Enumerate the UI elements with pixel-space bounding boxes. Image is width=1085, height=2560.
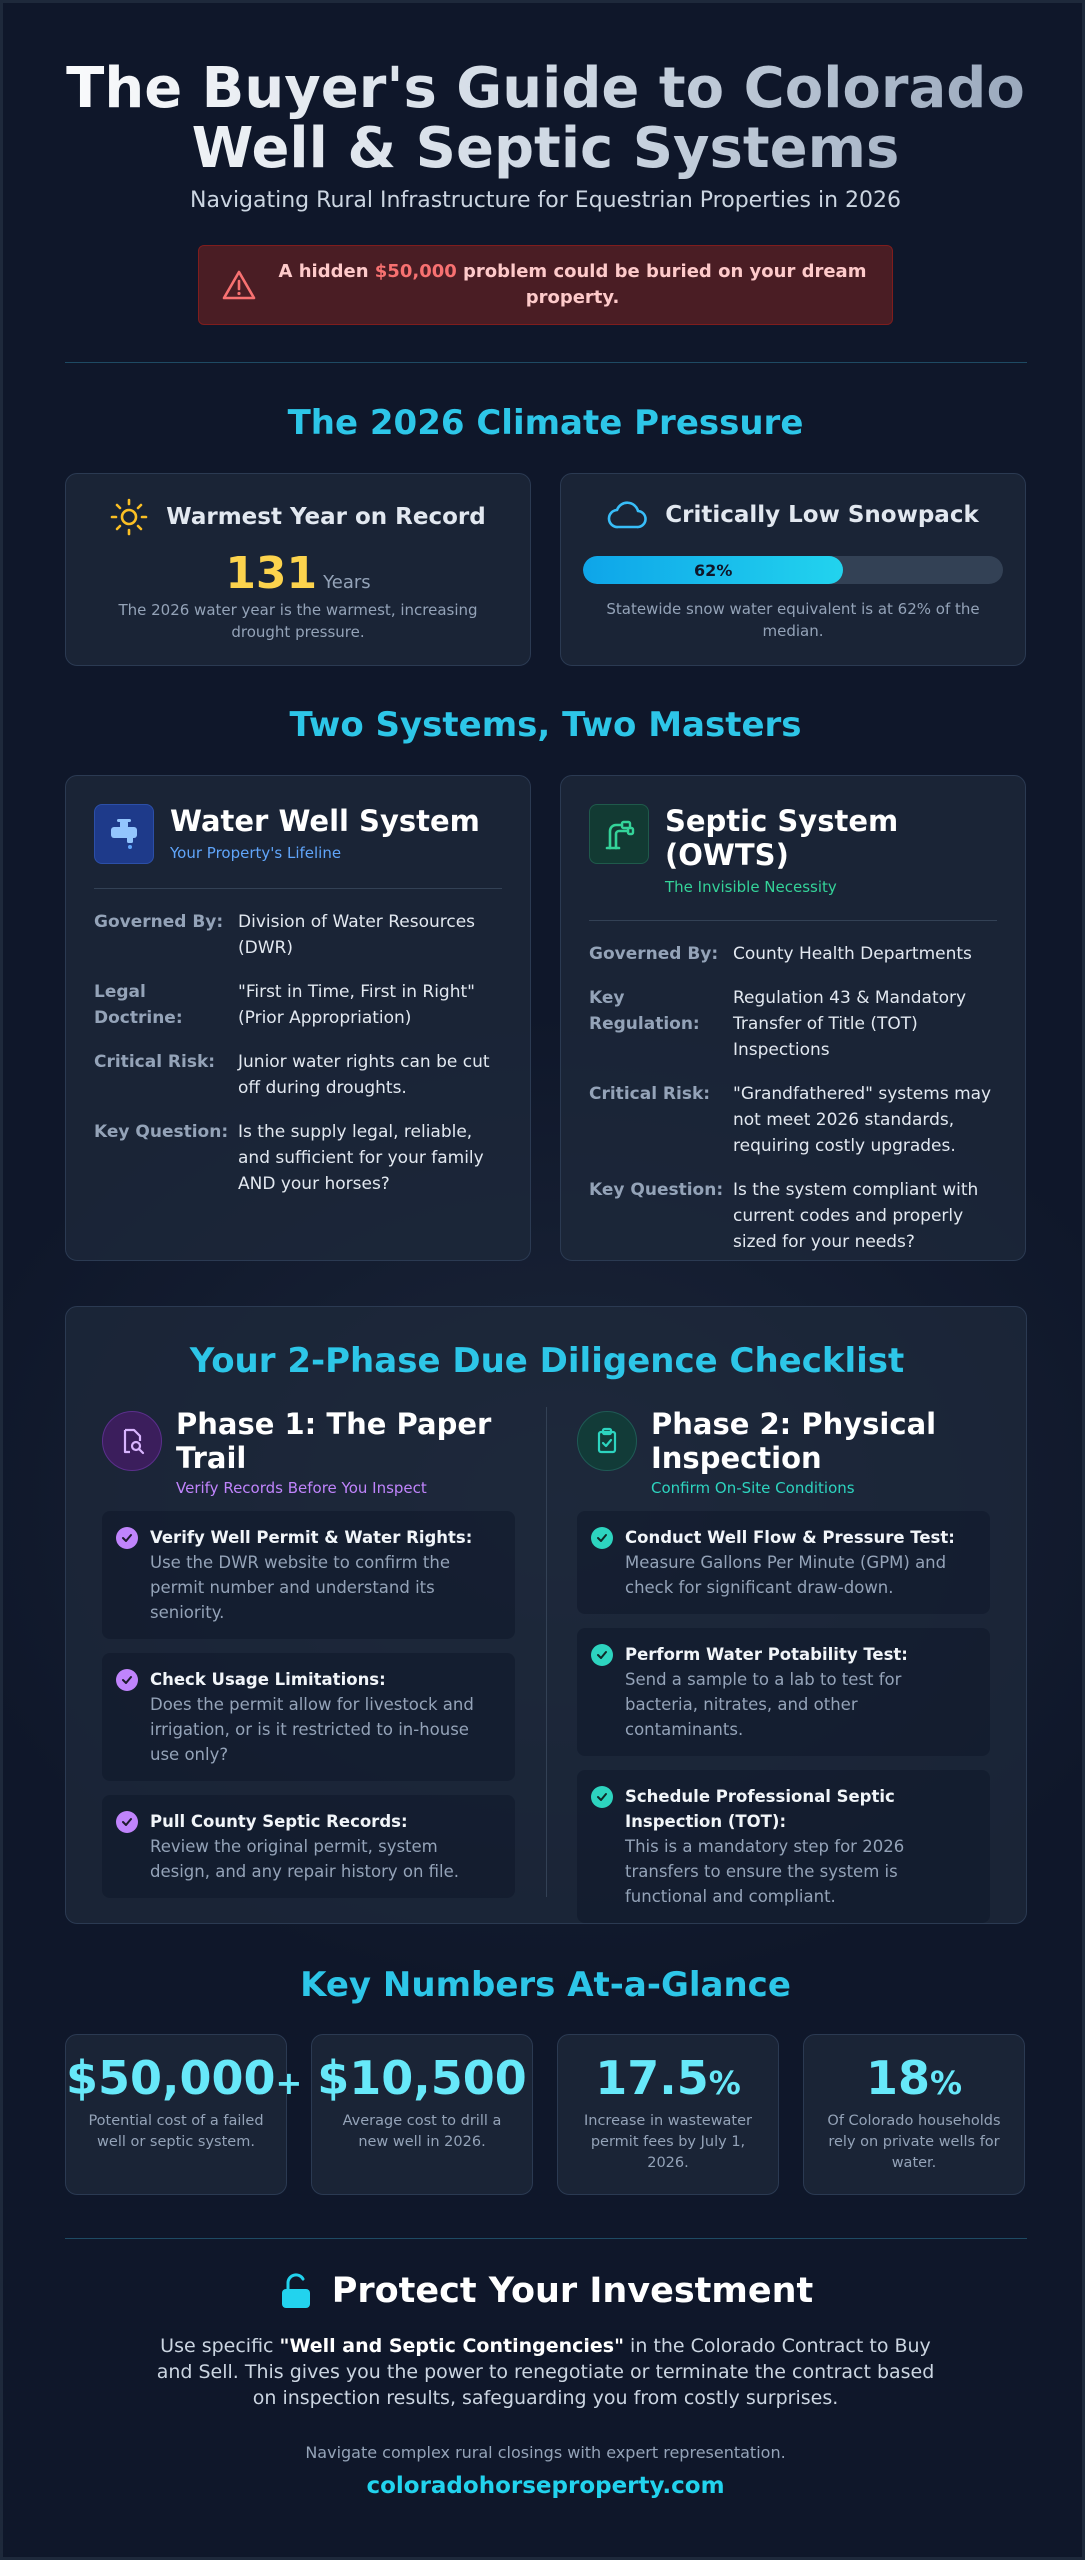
checklist-item-title: Pull County Septic Records: <box>150 1812 408 1831</box>
stat-value <box>804 2051 1024 2105</box>
stat-number: $10,500 <box>317 2051 527 2105</box>
row-value: Division of Water Resources (DWR) <box>238 912 476 958</box>
warmest-year-stat <box>66 548 530 599</box>
clipboard-check-icon <box>577 1411 637 1471</box>
row-label: Critical Risk: <box>94 1052 216 1072</box>
septic-system-title: Septic System (OWTS) <box>665 804 899 872</box>
water-well-row <box>94 979 502 1031</box>
protect-heading <box>3 2271 1085 2311</box>
footer-note: Navigate complex rural closings with expert representation. <box>305 2443 786 2462</box>
water-well-row <box>94 1049 502 1101</box>
row-value: "First in Time, First in Right" (Prior Appropriation) <box>238 982 475 1028</box>
stat-description: Potential cost of a failed well or septic system. <box>88 2113 264 2150</box>
septic-system-subtitle: The Invisible Necessity <box>665 878 837 896</box>
stat-value <box>558 2051 778 2105</box>
row-label: Critical Risk: <box>589 1084 711 1104</box>
stat-suffix: % <box>708 2064 741 2102</box>
row-value: Is the supply legal, reliable, and sufficient for your family AND your horses? <box>238 1122 484 1194</box>
stat-suffix: % <box>929 2064 963 2102</box>
row-label: Key Question: <box>94 1122 229 1142</box>
row-value: Junior water rights can be cut off during droughts. <box>238 1052 490 1098</box>
warning-banner <box>198 245 893 325</box>
snowpack-card <box>560 473 1026 666</box>
unlock-icon <box>278 2272 314 2310</box>
protect-text-bold: "Well and Septic Contingencies" <box>279 2335 624 2357</box>
page-title <box>3 56 1085 181</box>
septic-system-card <box>560 775 1026 1261</box>
checklist-item <box>102 1511 515 1639</box>
checklist-item-description: Send a sample to a lab to test for bacteria, nitrates, and other contaminants. <box>625 1670 902 1739</box>
septic-system-divider <box>589 920 997 921</box>
check-icon <box>116 1527 138 1549</box>
warning-amount: $50,000 <box>374 261 457 282</box>
row-label: Governed By: <box>94 912 224 932</box>
checklist-item <box>577 1770 990 1923</box>
title-line-1: The Buyer's Guide to Colorado <box>66 56 1025 121</box>
sun-icon <box>110 498 148 536</box>
water-tap-icon <box>94 804 154 864</box>
checklist-item <box>577 1628 990 1756</box>
check-icon <box>116 1811 138 1833</box>
row-value: Is the system compliant with current codes and properly sized for your needs? <box>733 1180 979 1252</box>
warmest-year-title: Warmest Year on Record <box>166 504 486 530</box>
phase-2-column <box>577 1407 990 1923</box>
stat-card <box>803 2034 1025 2195</box>
phase-2-subtitle: Confirm On-Site Conditions <box>651 1479 855 1497</box>
stat-value <box>66 2051 303 2105</box>
phase-2-title: Phase 2: Physical Inspection <box>651 1407 937 1475</box>
checklist-title: Your 2-Phase Due Diligence Checklist <box>189 1341 905 1381</box>
checklist-item-description: This is a mandatory step for 2026 transfers to ensure the system is functional and compliant. <box>625 1837 905 1906</box>
check-icon <box>591 1786 613 1808</box>
warmest-year-unit: Years <box>323 572 371 593</box>
document-search-icon <box>102 1411 162 1471</box>
warning-text-suffix: problem could be buried on your dream property. <box>456 261 867 308</box>
checklist-card <box>65 1306 1027 1924</box>
warning-text-prefix: A hidden <box>278 261 375 282</box>
stat-value <box>312 2051 532 2105</box>
warmest-year-card <box>65 473 531 666</box>
check-icon <box>116 1669 138 1691</box>
snowpack-progress-fill <box>583 556 843 584</box>
stat-number: $50,000 <box>66 2051 276 2105</box>
checklist-item-description: Measure Gallons Per Minute (GPM) and check for significant draw-down. <box>625 1553 947 1597</box>
row-label: Governed By: <box>589 944 719 964</box>
checklist-item-description: Use the DWR website to confirm the permit number and understand its seniority. <box>150 1553 451 1622</box>
stat-card <box>557 2034 779 2195</box>
septic-system-row <box>589 985 997 1063</box>
water-well-card <box>65 775 531 1261</box>
stat-description: Of Colorado households rely on private wells for water. <box>827 2113 1001 2171</box>
stat-card <box>311 2034 533 2195</box>
phase-divider <box>546 1407 547 1897</box>
phase-1-title: Phase 1: The Paper Trail <box>176 1407 492 1475</box>
snowpack-description: Statewide snow water equivalent is at 62% of the median. <box>606 600 980 640</box>
snowpack-title: Critically Low Snowpack <box>665 502 979 528</box>
website-link[interactable]: coloradohorseproperty.com <box>366 2473 725 2499</box>
snowpack-progress-bar <box>583 556 1003 584</box>
page-subtitle: Navigating Rural Infrastructure for Equestrian Properties in 2026 <box>189 188 902 213</box>
protect-text-prefix: Use specific <box>160 2335 280 2357</box>
section-divider <box>65 2238 1027 2239</box>
checklist-item-title: Schedule Professional Septic Inspection (TOT): <box>625 1787 895 1831</box>
water-well-divider <box>94 888 502 889</box>
septic-system-row <box>589 941 997 967</box>
check-icon <box>591 1527 613 1549</box>
checklist-item-description: Review the original permit, system design, and any repair history on file. <box>150 1837 460 1881</box>
septic-system-row <box>589 1177 997 1255</box>
stat-description: Increase in wastewater permit fees by July 1, 2026. <box>583 2113 753 2171</box>
checklist-item-description: Does the permit allow for livestock and irrigation, or is it restricted to in-house use only? <box>150 1695 474 1764</box>
systems-section-title: Two Systems, Two Masters <box>289 705 802 745</box>
row-value: County Health Departments <box>733 944 972 964</box>
cloud-icon <box>607 498 647 532</box>
warning-text <box>275 259 870 311</box>
checklist-item-title: Perform Water Potability Test: <box>625 1645 908 1664</box>
warmest-year-description: The 2026 water year is the warmest, increasing drought pressure. <box>118 601 478 641</box>
section-divider <box>65 362 1027 363</box>
pipe-icon <box>589 804 649 864</box>
protect-text-suffix: in the Colorado Contract to Buy and Sell. This gives you the power to renegotiate or terminate the contract based on inspection results, safeguarding you from costly surprises. <box>156 2335 935 2409</box>
warmest-year-number: 131 <box>225 548 318 599</box>
water-well-subtitle: Your Property's Lifeline <box>170 844 342 862</box>
numbers-section-title: Key Numbers At-a-Glance <box>300 1965 791 2005</box>
stat-suffix: + <box>275 2064 303 2102</box>
row-value: "Grandfathered" systems may not meet 2026 standards, requiring costly upgrades. <box>733 1084 992 1156</box>
phase-1-column <box>102 1407 515 1898</box>
water-well-row <box>94 1119 502 1197</box>
checklist-item-title: Verify Well Permit & Water Rights: <box>150 1528 473 1547</box>
stat-number: 17.5 <box>595 2051 709 2105</box>
row-label: Key Regulation: <box>589 988 700 1034</box>
stat-number: 18 <box>865 2051 930 2105</box>
septic-system-row <box>589 1081 997 1159</box>
warning-triangle-icon <box>221 267 257 303</box>
water-well-title: Water Well System <box>170 804 480 838</box>
title-line-2: Well & Septic Systems <box>191 116 900 181</box>
checklist-item-title: Check Usage Limitations: <box>150 1670 386 1689</box>
protect-title: Protect Your Investment <box>331 2271 814 2311</box>
checklist-item <box>102 1795 515 1898</box>
water-well-row <box>94 909 502 961</box>
phase-1-subtitle: Verify Records Before You Inspect <box>176 1479 427 1497</box>
snowpack-percent-label: 62% <box>694 560 733 580</box>
checklist-item <box>577 1511 990 1614</box>
stat-description: Average cost to drill a new well in 2026. <box>342 2113 502 2150</box>
check-icon <box>591 1644 613 1666</box>
checklist-item-title: Conduct Well Flow & Pressure Test: <box>625 1528 955 1547</box>
protect-description <box>153 2333 938 2411</box>
checklist-item <box>102 1653 515 1781</box>
row-label: Legal Doctrine: <box>94 982 183 1028</box>
row-label: Key Question: <box>589 1180 724 1200</box>
row-value: Regulation 43 & Mandatory Transfer of Title (TOT) Inspections <box>733 988 967 1060</box>
climate-section-title: The 2026 Climate Pressure <box>287 403 804 443</box>
stat-card <box>65 2034 303 2195</box>
